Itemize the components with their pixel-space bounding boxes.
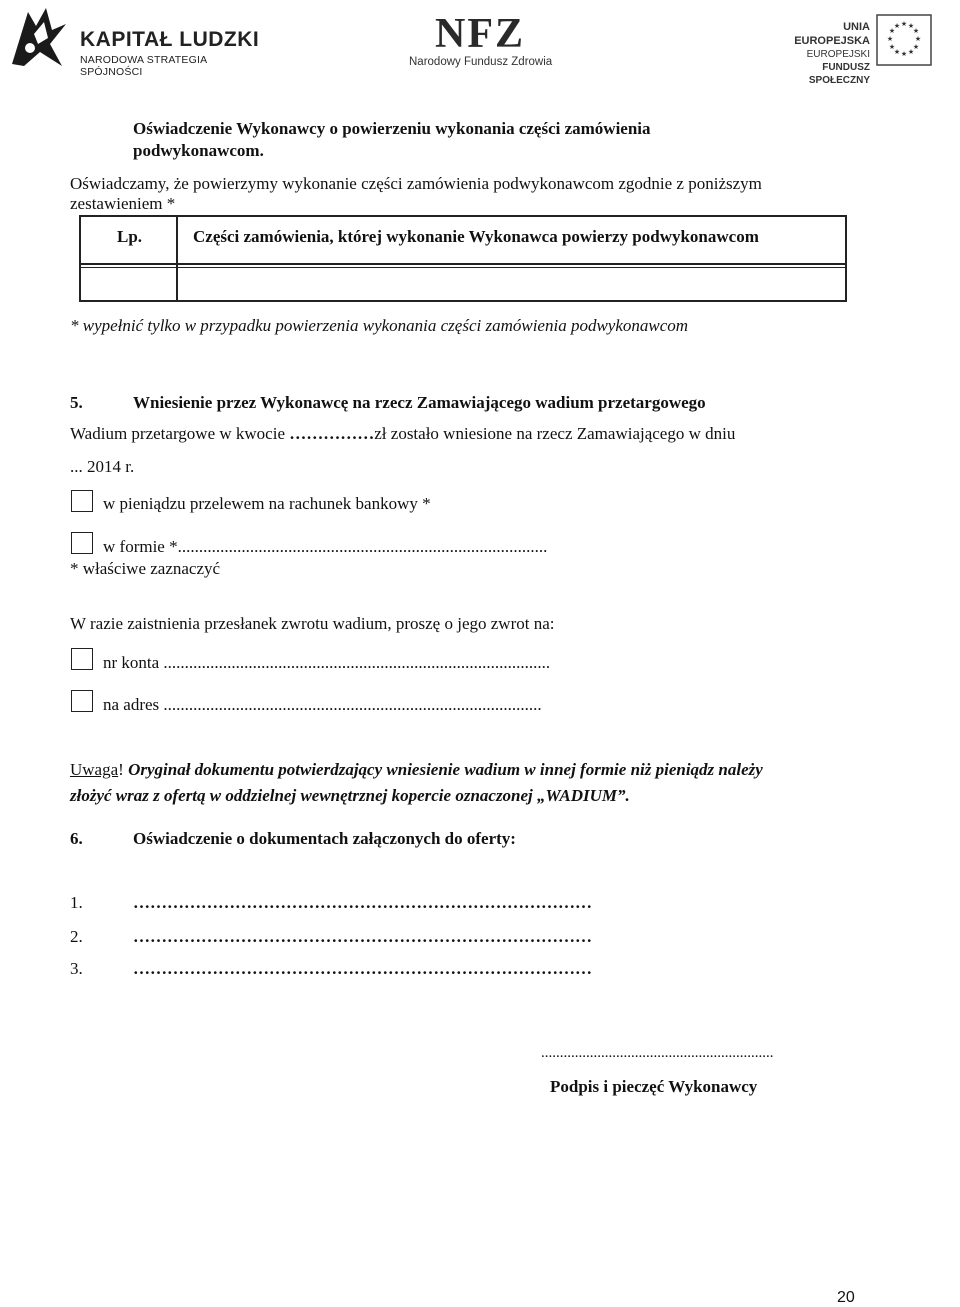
signature-label: Podpis i pieczęć Wykonawcy [550, 1077, 758, 1096]
table-header-lp: Lp. [117, 227, 143, 246]
attachment-item-2-num: 2. [70, 927, 83, 946]
attachment-item-1-dots[interactable]: ……………………………………………………………………… [133, 893, 592, 912]
checkbox-bank-transfer[interactable] [71, 490, 93, 512]
warning-label: Uwaga [70, 760, 119, 779]
option-other-form-label: w formie *....................................................................................... [103, 537, 548, 556]
section6-number: 6. [70, 829, 83, 848]
nfz-mark: NFZ [435, 11, 525, 57]
attachment-item-3-dots[interactable]: ……………………………………………………………………… [133, 959, 592, 978]
eu-line1: UNIA EUROPEJSKA [794, 21, 870, 47]
section4-footnote: * wypełnić tylko w przypadku powierzenia wykonania części zamówienia podwykonawcom [70, 316, 689, 335]
checkbox-refund-address[interactable] [71, 690, 93, 712]
kapital-ludzki-title: KAPITAŁ LUDZKI [80, 28, 260, 51]
table-header-parts: Części zamówienia, której wykonanie Wykonawca powierzy podwykonawcom [193, 227, 759, 246]
table-cell-lp-empty[interactable] [83, 269, 175, 300]
kapital-ludzki-logo [6, 4, 266, 78]
section5-number: 5. [70, 393, 83, 412]
refund-address-label: na adres ......................................................................................... [103, 695, 542, 714]
svg-text:★: ★ [888, 43, 896, 51]
signature-dots[interactable]: .............................................................. [541, 1045, 774, 1061]
kapital-ludzki-emblem-icon [6, 4, 72, 70]
svg-text:★: ★ [900, 20, 908, 28]
warning-line1 [70, 760, 763, 780]
wadium-amount-dots[interactable]: …………… [289, 424, 375, 443]
eu-line2: EUROPEJSKI [806, 49, 870, 60]
subcontractor-table [79, 215, 847, 302]
section4-title-line2: podwykonawcom. [133, 141, 264, 160]
warning-excl: ! [118, 760, 124, 779]
refund-account-label: nr konta ........................................................................................... [103, 653, 551, 672]
nfz-logo [405, 10, 555, 72]
checkbox-other-form[interactable] [71, 532, 93, 554]
svg-text:★: ★ [886, 35, 894, 43]
svg-text:★: ★ [893, 22, 901, 30]
attachment-item-3-num: 3. [70, 959, 83, 978]
section6-title: Oświadczenie o dokumentach załączonych do oferty: [133, 829, 516, 848]
wadium-amount-line [70, 424, 735, 444]
svg-text:★: ★ [912, 27, 920, 35]
page-number: 20 [837, 1289, 855, 1306]
section4-text-line1: Oświadczamy, że powierzymy wykonanie części zamówienia podwykonawcom zgodnie z poniższym [70, 174, 762, 193]
svg-text:★: ★ [914, 35, 922, 43]
option-bank-transfer-label: w pieniądzu przelewem na rachunek bankowy * [103, 494, 431, 513]
svg-text:★: ★ [888, 27, 896, 35]
svg-text:★: ★ [912, 43, 920, 51]
svg-text:★: ★ [907, 22, 915, 30]
eu-line3: FUNDUSZ SPOŁECZNY [808, 62, 870, 86]
svg-text:★: ★ [907, 48, 915, 56]
checkbox-refund-account[interactable] [71, 648, 93, 670]
wadium-amount-suffix: zł zostało wniesione na rzecz Zamawiającego w dniu [374, 424, 736, 443]
attachment-item-2-dots[interactable]: ……………………………………………………………………… [133, 927, 592, 946]
warning-text-line2: złożyć wraz z ofertą w oddzielnej wewnętrznej kopercie oznaczonej „WADIUM”. [70, 786, 630, 805]
table-cell-parts-empty[interactable] [179, 269, 843, 300]
attachment-item-1-num: 1. [70, 893, 83, 912]
section4-text-line2: zestawieniem * [70, 194, 176, 213]
kapital-ludzki-subtitle: NARODOWA STRATEGIA SPÓJNOŚCI [80, 54, 207, 78]
section4-title-line1: Oświadczenie Wykonawcy o powierzeniu wykonania części zamówienia [133, 119, 651, 138]
refund-text: W razie zaistnienia przesłanek zwrotu wadium, proszę o jego zwrot na: [70, 614, 555, 633]
wadium-date-line[interactable]: ... 2014 r. [70, 457, 135, 476]
nfz-subtitle: Narodowy Fundusz Zdrowia [409, 56, 553, 68]
svg-text:★: ★ [900, 50, 908, 58]
wadium-amount-prefix: Wadium przetargowe w kwocie [70, 424, 290, 443]
section5-title: Wniesienie przez Wykonawcę na rzecz Zamawiającego wadium przetargowego [133, 393, 706, 412]
eu-logo [770, 20, 960, 86]
warning-text-line1: Oryginał dokumentu potwierdzający wniesienie wadium w innej formie niż pieniądz należy [123, 760, 763, 779]
eu-flag-icon [876, 14, 932, 66]
svg-text:★: ★ [893, 48, 901, 56]
section5-note: * właściwe zaznaczyć [70, 559, 221, 578]
